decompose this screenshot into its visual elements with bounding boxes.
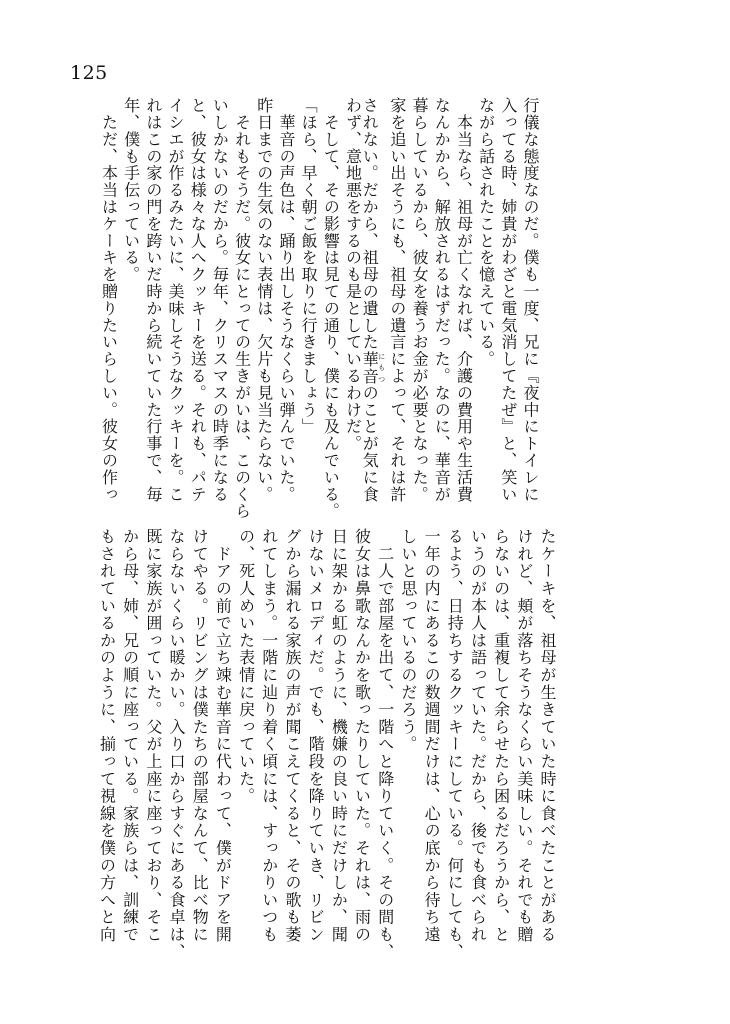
text-segment: のことが気に食	[360, 384, 380, 503]
lower-text-block	[95, 528, 559, 961]
text-segment: されない。だから、祖母の遺した	[360, 97, 380, 351]
text-line: 入ってる時、姉貴がわざと電気消してたぜ』と、笑い	[498, 97, 518, 503]
text-line: 二人で部屋を出て、一階へと降りていく。その間も、	[375, 528, 395, 961]
text-line: の、死人めいた表情に戻っていた。	[236, 528, 256, 805]
text-line: けてやる。リビングは僕たちの部屋なんて、比べ物に	[190, 528, 210, 944]
text-line: 行儀な態度なのだ。僕も一度、兄に『夜中にトイレに	[521, 97, 540, 503]
text-line: なんかから、解放されるはずだった。なのに、華音が	[432, 97, 452, 503]
text-line: れはこの家の門を跨いだ時から続いていた行事で、毎	[143, 97, 163, 503]
text-line: それもそうだ。彼女にとっての生きがいは、このくら	[232, 97, 252, 520]
text-line: と、彼女は様々な人へクッキーを送る。それも、パテ	[188, 97, 208, 503]
text-line: ドアの前で立ち竦む華音に代わって、僕がドアを開	[213, 528, 233, 944]
upper-text-block	[97, 97, 541, 520]
text-line: ならないくらい暖かい。入り口からすぐにある食卓は、	[167, 528, 186, 961]
ruby-reading: にもつ	[377, 350, 386, 385]
text-line: 華音の声色は、踊り出しそうなくらい弾んでいた。	[276, 97, 296, 503]
page-number: 125	[70, 62, 108, 84]
text-line: もされているかのように、揃って視線を僕の方へと向	[97, 528, 117, 944]
text-line: 既に家族が囲っていた。父が上座に座っており、そこ	[143, 528, 163, 944]
text-line: 「ほら、早く朝ご飯を取りに行きましょう」	[299, 97, 319, 435]
text-line: 家を追い出そうにも、祖母の遺言によって、それは許	[387, 97, 407, 503]
text-line: 彼女は鼻歌なんかを歌ったりしていた。それは、雨の	[352, 528, 372, 944]
text-line: イシエが作るみたいに、美味しそうなクッキーを。こ	[166, 97, 185, 503]
text-line: 暮らしているから、彼女を養うお金が必要となった。	[410, 97, 430, 503]
text-line: 本当なら、祖母が亡くなれば、介護の費用や生活費	[454, 97, 474, 503]
text-line: たケーキを、祖母が生きていた時に食べたことがある	[538, 528, 557, 944]
text-line: 昨日までの生気のない表情は、欠片も見当たらない。	[254, 97, 274, 503]
text-line: しいと思っているのだろう。	[398, 528, 418, 753]
text-line: そして、その影響は見ての通り、僕にも及んでいる。	[321, 97, 341, 520]
text-line: れてしまう。一階に辿り着く頃には、すっかりいつも	[259, 528, 279, 944]
text-line: ただ、本当はケーキを贈りたいらしい。彼女の作っ	[99, 97, 119, 503]
text-line: 一年の内にあるこの数週間だけは、心の底から待ち遠	[422, 528, 442, 944]
text-line: 日に架かる虹のように、機嫌の良い時にだけしか、聞	[329, 528, 349, 944]
text-line: グから漏れる家族の声が聞こえてくると、その歌も萎	[282, 528, 302, 944]
text-line: けないメロディだ。でも、階段を降りていき、リビン	[306, 528, 326, 944]
text-line: わず、意地悪をするのも是としているわけだ。	[343, 97, 363, 452]
text-line-with-ruby	[360, 97, 386, 520]
text-line: けれど、頬が落ちそうなくらい美味しい。それでも贈	[514, 528, 534, 944]
text-line: 年、僕も手伝っている。	[121, 97, 141, 283]
text-line: いうのが本人は語っていた。だから、後でも食べられ	[468, 528, 488, 944]
text-line: ながら話されたことを憶えている。	[476, 97, 496, 368]
text-line: いしかないのだから。毎年、クリスマスの時季になる	[210, 97, 230, 503]
text-line: から母、姉、兄の順に座っている。家族らは、訓練で	[120, 528, 140, 944]
ruby-base: 華音	[360, 350, 380, 385]
text-line: らないのは、重複して余らせたら困るだろうから、と	[491, 528, 511, 944]
text-line: るよう、日持ちするクッキーにしている。何にしても、	[445, 528, 465, 961]
